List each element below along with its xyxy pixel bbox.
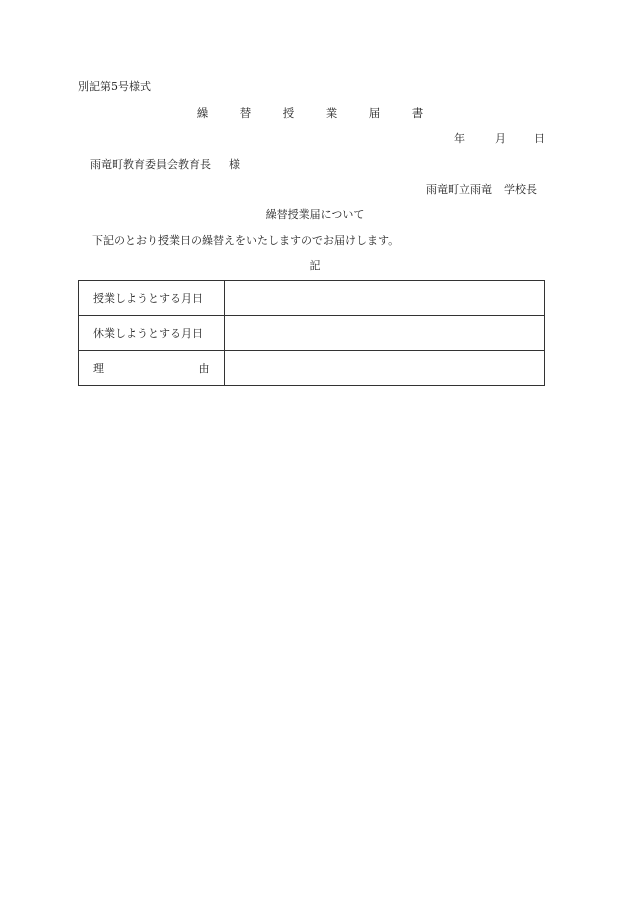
reason-label-right: 由 [198, 362, 210, 375]
subject-line: 繰替授業届について [265, 208, 365, 221]
reason-label-left: 理 [93, 362, 104, 375]
recipient-line [90, 158, 240, 172]
reason-label [93, 360, 210, 376]
body-text: 下記のとおり授業日の繰替えをいたしますのでお届けします。 [92, 234, 400, 247]
recipient-name: 雨竜町教育委員会教育長 [90, 158, 211, 171]
recipient-honorific: 様 [229, 158, 240, 171]
form-table [78, 280, 545, 386]
class-date-field[interactable] [224, 281, 544, 316]
row-label-class-date: 授業しようとする月日 [79, 281, 225, 316]
table-row [79, 281, 545, 316]
date-day-label: 日 [534, 132, 545, 145]
sender-role: 学校長 [504, 183, 537, 196]
table-row [79, 351, 545, 386]
date-year-label: 年 [454, 132, 465, 145]
date-month-label: 月 [495, 132, 506, 145]
ki-heading: 記 [309, 259, 321, 272]
form-number-label: 別記第5号様式 [78, 80, 151, 93]
table-row [79, 316, 545, 351]
date-line [454, 132, 545, 146]
sender-line [426, 183, 537, 197]
sender-school: 雨竜町立雨竜 [426, 183, 492, 196]
reason-field[interactable] [224, 351, 544, 386]
row-label-holiday-date: 休業しようとする月日 [79, 316, 225, 351]
document-title: 繰 替 授 業 届 書 [196, 106, 434, 120]
holiday-date-field[interactable] [224, 316, 544, 351]
row-label-reason [79, 351, 225, 386]
